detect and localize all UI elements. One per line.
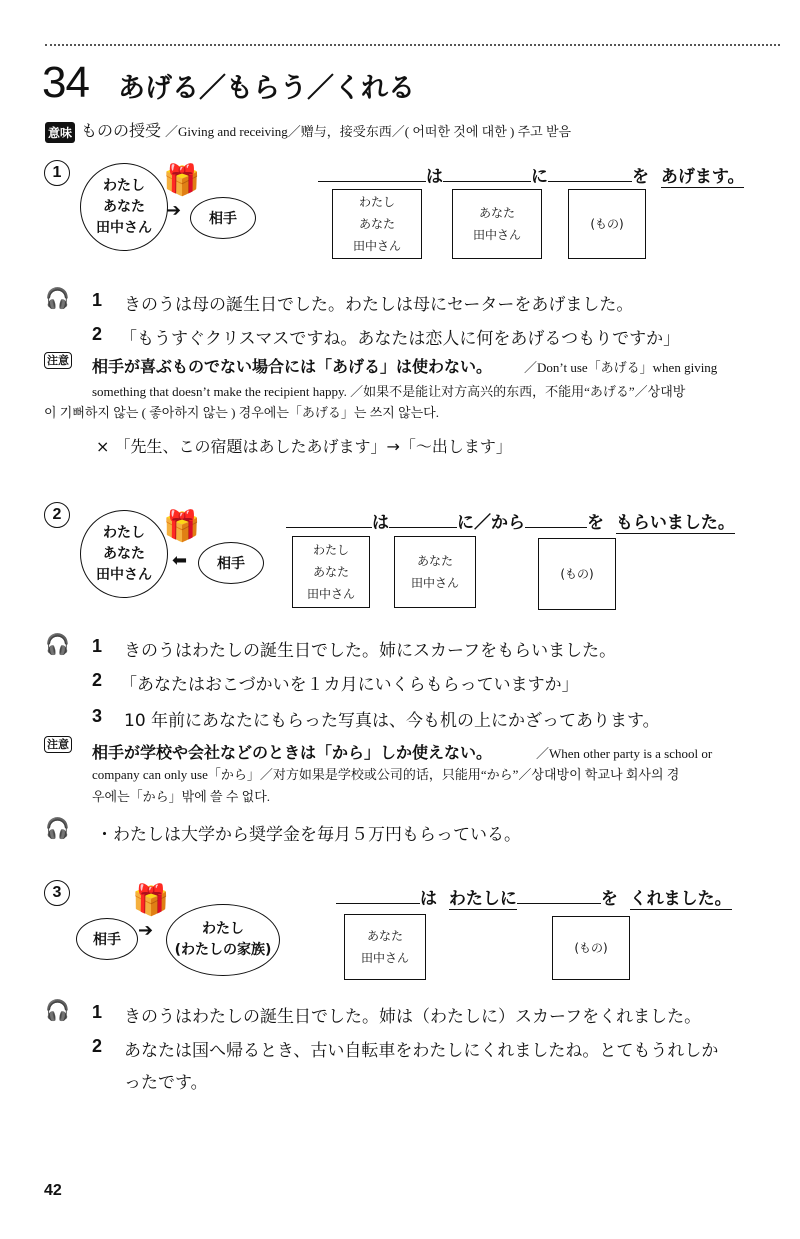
particle: を (632, 167, 649, 187)
headphones-icon[interactable]: 🎧 (45, 632, 70, 656)
extra-example: ・わたしは大学から奨学金を毎月５万円もらっている。 (96, 825, 521, 845)
box-object (568, 189, 646, 259)
box-text: (もの) (560, 567, 594, 581)
section-3-giver-bubble (76, 918, 138, 960)
receiver-label: 相手 (209, 211, 237, 227)
note-heading: 相手が喜ぶものでない場合には「あげる」は使わない。 (92, 357, 493, 376)
note-line: ／Don’t use「あげる」when giving (524, 360, 718, 375)
section-1-number: 1 (44, 160, 70, 186)
particle: は (372, 513, 389, 533)
gift-icon: 🎁 (163, 163, 201, 198)
section-3-pattern (336, 884, 732, 909)
section-3-receiver-bubble (166, 904, 280, 976)
blank (525, 527, 587, 528)
example-number: 2 (92, 670, 103, 690)
box-text: (もの) (590, 217, 624, 231)
box-text: あなた 田中さん (360, 929, 409, 965)
verb-form: くれました。 (629, 889, 732, 909)
box-object (552, 916, 630, 980)
example-sentence: 「もうすぐクリスマスですね。あなたは恋人に何をあげるつもりですか」 (120, 329, 681, 349)
meaning-badge: 意味 (45, 122, 75, 143)
incorrect-usage: × 「先生、この宿題はあしたあげます」→「～出します」 (96, 437, 512, 456)
note-badge: 注意 (44, 736, 72, 753)
page-number: 42 (44, 1182, 62, 1199)
section-2-pattern (286, 508, 735, 533)
example-number: 3 (92, 706, 103, 726)
blank (318, 181, 426, 182)
top-dotted-rule (45, 44, 780, 46)
note-heading: 相手が学校や会社などのときは「から」しか使えない。 (92, 743, 493, 762)
arrow-right-icon: ➔ (166, 200, 182, 221)
note-line: 이 기뻐하지 않는 ( 좋아하지 않는 ) 경우에는「あげる」는 쓰지 않는다. (44, 405, 439, 420)
giver-label: 相手 (93, 932, 121, 948)
example-number: 1 (92, 1002, 103, 1022)
example-sentence: きのうはわたしの誕生日でした。姉にスカーフをもらいました。 (124, 641, 617, 661)
example-number: 1 (92, 636, 103, 656)
note-line: something that doesn’t make the recipient happy. ／如果不是能让对方高兴的东西，不能用“あげる”／상대방 (92, 384, 686, 399)
example-sentence: 「あなたはおこづかいを１カ月にいくらもらっていますか」 (120, 675, 579, 695)
receiver-labels: わたし あなた 田中さん (96, 524, 152, 583)
arrow-left-icon: ⬅ (172, 550, 188, 571)
example-number: 1 (92, 290, 103, 310)
note-line: ／When other party is a school or (536, 746, 713, 761)
lesson-title: あげる／もらう／くれる (118, 73, 415, 104)
meaning-row (45, 118, 571, 143)
giver-label: 相手 (217, 556, 245, 572)
headphones-icon[interactable]: 🎧 (45, 286, 70, 310)
note-badge: 注意 (44, 352, 72, 369)
box-giver (394, 536, 476, 608)
example-sentence: きのうは母の誕生日でした。わたしは母にセーターをあげました。 (124, 295, 634, 315)
section-2-number: 2 (44, 502, 70, 528)
gift-icon: 🎁 (132, 883, 170, 918)
section-1-pattern (318, 162, 744, 187)
section-1-receiver-bubble (190, 197, 256, 239)
verb-form: もらいました。 (615, 513, 735, 533)
box-object (538, 538, 616, 610)
blank (286, 527, 372, 528)
example-sentence: あなたは国へ帰るとき、古い自転車をわたしにくれましたね。とてもうれしか (124, 1041, 719, 1061)
note-line: 우에는「から」밖에 쓸 수 없다. (92, 789, 271, 804)
section-3-number: 3 (44, 880, 70, 906)
meaning-translations: ／Giving and receiving／赠与，接受东西／( 어떠한 것에 대한 ) 주고 받음 (165, 124, 572, 139)
target-phrase: わたしに (448, 889, 517, 909)
example-sentence: きのうはわたしの誕生日でした。姉は（わたしに）スカーフをくれました。 (124, 1007, 702, 1027)
box-text: あなた 田中さん (410, 554, 459, 590)
blank (389, 527, 457, 528)
particle: は (420, 889, 437, 909)
blank (548, 181, 632, 182)
blank (443, 181, 531, 182)
meaning-jp: ものの授受 (81, 121, 162, 140)
note-line: company can only use「から」／对方如果是学校或公司的话，只能用“から”／상대방이 학교나 회사의 경 (92, 767, 680, 782)
blank (517, 903, 601, 904)
box-receiver (452, 189, 542, 259)
lesson-number: 34 (42, 58, 89, 107)
gift-icon: 🎁 (163, 509, 201, 544)
example-number: 2 (92, 324, 103, 344)
particle: に (531, 167, 548, 187)
particle: に／から (457, 513, 525, 533)
section-2-giver-bubble (198, 542, 264, 584)
box-text: わたし あなた 田中さん (306, 543, 355, 601)
example-number: 2 (92, 1036, 103, 1056)
section-1-giver-bubble (80, 163, 168, 251)
box-text: わたし あなた 田中さん (352, 195, 401, 253)
verb-form: あげます。 (660, 167, 745, 187)
box-text: あなた 田中さん (472, 206, 521, 242)
section-2-receiver-bubble (80, 510, 168, 598)
particle: を (600, 889, 618, 909)
example-sentence-continued: ったです。 (124, 1073, 208, 1093)
particle: を (587, 513, 604, 533)
headphones-icon[interactable]: 🎧 (45, 998, 70, 1022)
box-text: (もの) (574, 941, 608, 955)
giver-labels: わたし あなた 田中さん (96, 177, 152, 236)
arrow-right-icon: ➔ (138, 920, 154, 941)
particle: は (426, 167, 443, 187)
box-giver (344, 914, 426, 980)
box-giver (332, 189, 422, 259)
box-receiver (292, 536, 370, 608)
receiver-labels: わたし (わたしの家族) (174, 921, 272, 958)
headphones-icon[interactable]: 🎧 (45, 816, 70, 840)
example-sentence: 10 年前にあなたにもらった写真は、今も机の上にかざってあります。 (124, 711, 660, 731)
blank (336, 903, 420, 904)
